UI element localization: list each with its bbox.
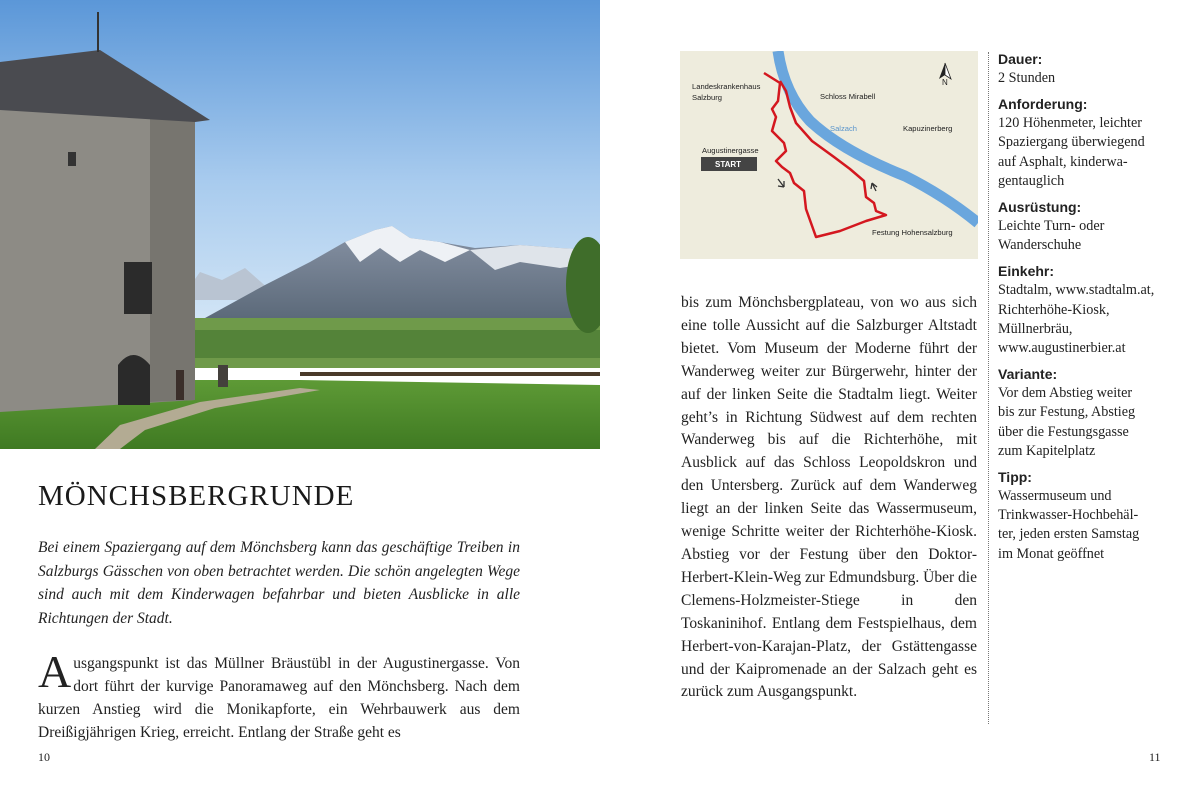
map-label-mirabell: Schloss Mirabell <box>820 92 876 101</box>
page-number-right: 11 <box>1149 750 1161 764</box>
page-title: MÖNCHSBERGRUNDE <box>38 480 355 512</box>
tower-wall-shade <box>150 118 195 402</box>
info-heading: Einkehr: <box>998 263 1055 280</box>
page-number-left: 10 <box>38 750 50 764</box>
info-sidebar <box>998 50 1166 571</box>
route-map <box>680 51 978 259</box>
map-label-hospital-2: Salzburg <box>692 93 722 102</box>
map-label-augustinergasse: Augustinergasse <box>702 146 759 155</box>
map-label-start: START <box>715 160 742 169</box>
tower-door <box>118 355 150 405</box>
drop-cap: A <box>38 646 72 697</box>
map-label-festung: Festung Hohensalzburg <box>872 228 953 237</box>
info-text: Leichte Turn- oder Wanderschuhe <box>998 218 1105 254</box>
info-heading: Variante: <box>998 366 1058 383</box>
info-text: 120 Höhenmeter, leichter Spaziergang überwiegend auf Asphalt, kinderwa- gentauglich <box>998 115 1145 189</box>
tower-window <box>124 262 152 314</box>
sidebar-divider <box>988 52 989 724</box>
info-text: Wassermuseum und Trinkwasser-Hochbehäl- ter, jeden ersten Samstag im Monat geöffnet <box>998 488 1140 562</box>
map-label-kapuzinerberg: Kapuzinerberg <box>903 124 953 133</box>
person <box>218 365 228 387</box>
info-tipp <box>998 468 1166 564</box>
photo-illustration <box>0 0 600 449</box>
info-anforderung <box>998 95 1166 191</box>
info-variante <box>998 365 1166 461</box>
info-heading: Dauer: <box>998 51 1043 67</box>
body-text-left: usgangspunkt ist das Müllner Bräustübl in der Augustinergasse. Von dort führt der kurvige Panoramaweg auf den Mönchsberg. Nach dem kurzen Anstieg wird die Monikapforte, ein Wehrbauwerk aus dem Dreißigjährigen Krieg, erreicht. Entlang der Straße geht es <box>38 655 520 741</box>
info-heading: Ausrüstung: <box>998 199 1082 216</box>
map-label-river: Salzach <box>830 124 858 133</box>
valley-trees <box>185 330 600 358</box>
north-label: N <box>942 78 948 87</box>
info-heading: Tipp: <box>998 469 1032 486</box>
info-heading: Anforderung: <box>998 96 1088 113</box>
map-graphic <box>680 51 978 259</box>
info-dauer <box>998 50 1166 88</box>
info-einkehr <box>998 262 1166 358</box>
info-ausruestung <box>998 198 1166 255</box>
body-paragraph-left <box>38 646 520 744</box>
info-text: Stadtalm, www.stadtalm.at, Richterhöhe-Kiosk, Müllnerbräu, www.augustinerbier.at <box>998 282 1155 357</box>
person <box>176 370 184 400</box>
map-label-hospital-1: Landeskrankenhaus <box>692 82 761 91</box>
fence <box>300 372 600 376</box>
lead-paragraph: Bei einem Spaziergang auf dem Mönchsberg kann das geschäftige Treiben in Salzburgs Gässchen von oben betrachtet werden. Die schön angelegten Wege sind auch mit dem Kinderwagen befahrbar und bieten Ausblicke in alle Richtungen der Stadt. <box>38 539 520 627</box>
info-text: 2 Stunden <box>998 70 1056 86</box>
landscape-photo <box>0 0 600 449</box>
info-text: Vor dem Abstieg weiter bis zur Festung, Abstieg über die Festungsgasse zum Kapitelplatz <box>998 385 1136 459</box>
body-paragraph-right: bis zum Mönchsbergplateau, von wo aus sich eine tolle Aussicht auf die Salzburger Altstadt bietet. Vom Museum der Moderne führt der Wanderweg weiter zur Bürgerwehr, hinter der auf der linken Seite die Stadtalm liegt. Weiter geht’s in Richtung Südwest auf dem rechten Wanderweg bis auf die Richterhöhe, mit Ausblick auf das Schloss Leopoldskron und den Untersberg. Zurück auf dem Wanderweg liegt an der linken Seite das Wassermuseum, wenige Schritte weiter der Richterhöhe-Kiosk. Abstieg vor der Festung über den Doktor-Herbert-Klein-Weg zur Edmundsburg. Über die Clemens-Holzmeister-Stiege in den Toskaninihof. Entlang dem Festspielhaus, dem Herbert-von-Karajan-Platz, der Gstättengasse und der Kaipromenade an der Salzach geht es zurück zum Ausgangspunkt. <box>681 294 977 701</box>
tower-small-window <box>68 152 76 166</box>
